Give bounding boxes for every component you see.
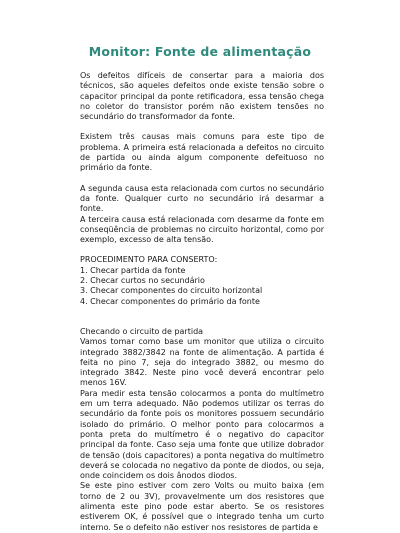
section-paragraph: Para medir esta tensão colocarmos a ponta do multímetro em um terra adequado. Não podemos utilizar os terras do secundário da fonte pois os monitores possuem secundário isolado do primário. O melhor ponto para colocarmos a ponta preta do multímetro é o negativo do capacitor principal da fonte. Caso seja uma fonte que utilize dobrador de tensão (dois capacitores) a ponta negativa do multímetro deverá se colocada no negativo da ponte de diodos, ou seja, onde coincidem os dois ânodos diodos. <box>80 388 324 481</box>
procedure-item: 1. Checar partida da fonte <box>80 265 186 275</box>
procedure-item: 4. Checar componentes do primário da fonte <box>80 296 260 306</box>
procedure-item: 3. Checar componentes do circuito horizontal <box>80 286 263 296</box>
procedure-list <box>80 266 324 307</box>
section-heading: Checando o circuito de partida <box>80 326 204 336</box>
page-title: Monitor: Fonte de alimentação <box>88 44 312 59</box>
document-body <box>80 71 324 533</box>
procedure-heading: PROCEDIMENTO PARA CONSERTO: <box>80 255 218 265</box>
section-paragraph: Se este pino estiver com zero Volts ou muito baixa (em torno de 2 ou 3V), provavelmente um dos resistores que alimenta este pino pode estar aberto. Se os resistores estiverem OK, é possível que o integrado tenha um curto interno. Se o defeito não estiver nos resistores de partida e <box>80 481 324 532</box>
causes-paragraph: Existem três causas mais comuns para este tipo de problema. A primeira está relacionada a defeitos no circuito de partida ou ainda algum componente defeituoso no primário da fonte. <box>80 132 324 173</box>
procedure-item: 2. Checar curtos no secundário <box>80 276 205 286</box>
third-cause-paragraph: A terceira causa está relacionada com desarme da fonte em conseqüência de problemas no circuito horizontal, como por exemplo, excesso de alta tensão. <box>80 214 324 245</box>
section-paragraph: Vamos tomar como base um monitor que utiliza o circuito integrado 3882/3842 na fonte de alimentação. A partida é feita no pino 7, seja do integrado 3882, ou mesmo do integrado 3842. Neste pino você deverá encontrar pelo menos 16V. <box>80 337 324 388</box>
intro-paragraph: Os defeitos difíceis de consertar para a maioria dos técnicos, são aqueles defeitos onde existe tensão sobre o capacitor principal da ponte retificadora, essa tensão chega no coletor do transistor porém não existem tensões no secundário do transformador da fonte. <box>80 71 324 122</box>
second-cause-paragraph: A segunda causa esta relacionada com curtos no secundário da fonte. Qualquer curto no secundário irá desarmar a fonte. <box>80 183 324 214</box>
